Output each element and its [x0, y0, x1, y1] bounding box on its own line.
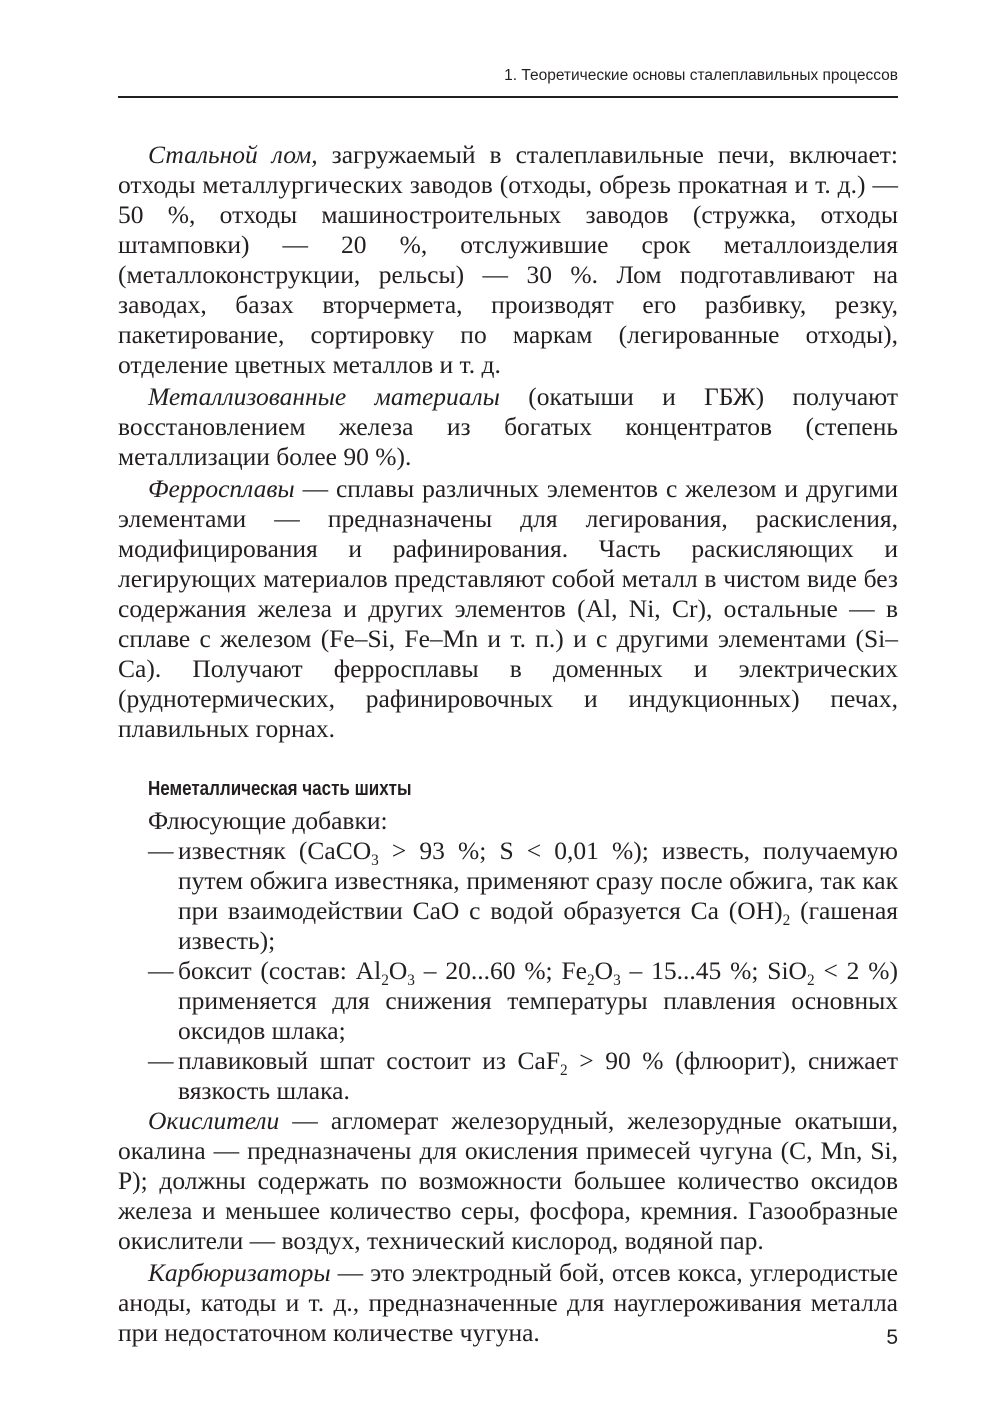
page-body	[118, 140, 898, 1348]
paragraph-text: (окатыши и ГБЖ) получают восстановлением железа из богатых концентратов (степень металлизации более 90 %).	[118, 382, 898, 471]
list-item-limestone: — известняк (CaCO$_3$ > 93 %; S < 0,01 %); известь, получаемую путем обжига известняка, применяют сразу после обжига, так как при взаимодействии CaO с водой образуется Ca $(OH)_2$ (гашеная известь);	[148, 836, 898, 955]
paragraph-oxidizers	[118, 1106, 898, 1256]
page-number: 5	[886, 1326, 898, 1349]
running-title: 1. Теоретические основы сталеплавильных процессов	[504, 67, 898, 84]
term-oxidizers: Окислители	[148, 1106, 280, 1135]
list-item-bauxite: — боксит (состав: $Al_2O_3 - 20...60$ %; $Fe_2O_3 - 15...45$ %; SiO$_2$ < 2 %) применяется для снижения температуры плавления основных оксидов шлака;	[148, 956, 899, 1045]
term-steel-scrap: Стальной лом,	[148, 140, 318, 169]
section-heading: Неметаллическая часть шихты	[148, 778, 412, 800]
list-dash: —	[148, 956, 174, 985]
paragraph-ferroalloys	[118, 474, 898, 744]
paragraph-metallized	[118, 382, 898, 472]
paragraph-text: — сплавы различных элементов с железом и другими элементами — предназначены для легирования, раскисления, модифицирования и рафинирования. Часть раскисляющих и легирующих материалов представляют собой металл в чистом виде без содержания железа и других элементов (Al, Ni, Cr), остальные — в сплаве с железом (Fe–Si, Fe–Mn и т. п.) и с другими элементами (Si–Ca). Получают ферросплавы в доменных и электрических (руднотермических, рафинировочных и индукционных) печах, плавильных горнах.	[118, 474, 898, 743]
term-carburizers: Карбюризаторы	[148, 1258, 331, 1287]
running-header	[118, 62, 898, 98]
list-item-fluorspar: — плавиковый шпат состоит из CaF$_2$ > 90 % (флюорит), снижает вязкость шлака.	[148, 1046, 898, 1105]
paragraph-text: загружаемый в сталеплавильные печи, включает: отходы металлургических заводов (отходы, обрезь прокатная и т. д.) — 50 %, отходы машиностроительных заводов (стружка, отходы штамповки) — 20 %, отслужившие срок металлоизделия (металлоконструкции, рельсы) — 30 %. Лом подготавливают на заводах, базах вторчермета, производят его разбивку, резку, пакетирование, сортировку по маркам (легированные отходы), отделение цветных металлов и т. д.	[118, 140, 898, 379]
paragraph-steel-scrap	[118, 140, 898, 380]
paragraph-carburizers	[118, 1258, 898, 1348]
paragraph-text: — агломерат железорудный, железорудные окатыши, окалина — предназначены для окисления примесей чугуна (C, Mn, Si, P); должны содержать по возможности большее количество оксидов железа и меньшее количество серы, фосфора, кремния. Газообразные окислители — воздух, технический кислород, водяной пар.	[118, 1106, 898, 1255]
flux-intro: Флюсующие добавки:	[148, 806, 388, 835]
term-metallized: Металлизованные материалы	[148, 382, 500, 411]
paragraph-text: — это электродный бой, отсев кокса, углеродистые аноды, катоды и т. д., предназначенные для науглероживания металла при недостаточном количестве чугуна.	[118, 1258, 898, 1347]
term-ferroalloys: Ферросплавы	[148, 474, 295, 503]
list-dash: —	[148, 1046, 174, 1075]
list-dash: —	[148, 836, 174, 865]
